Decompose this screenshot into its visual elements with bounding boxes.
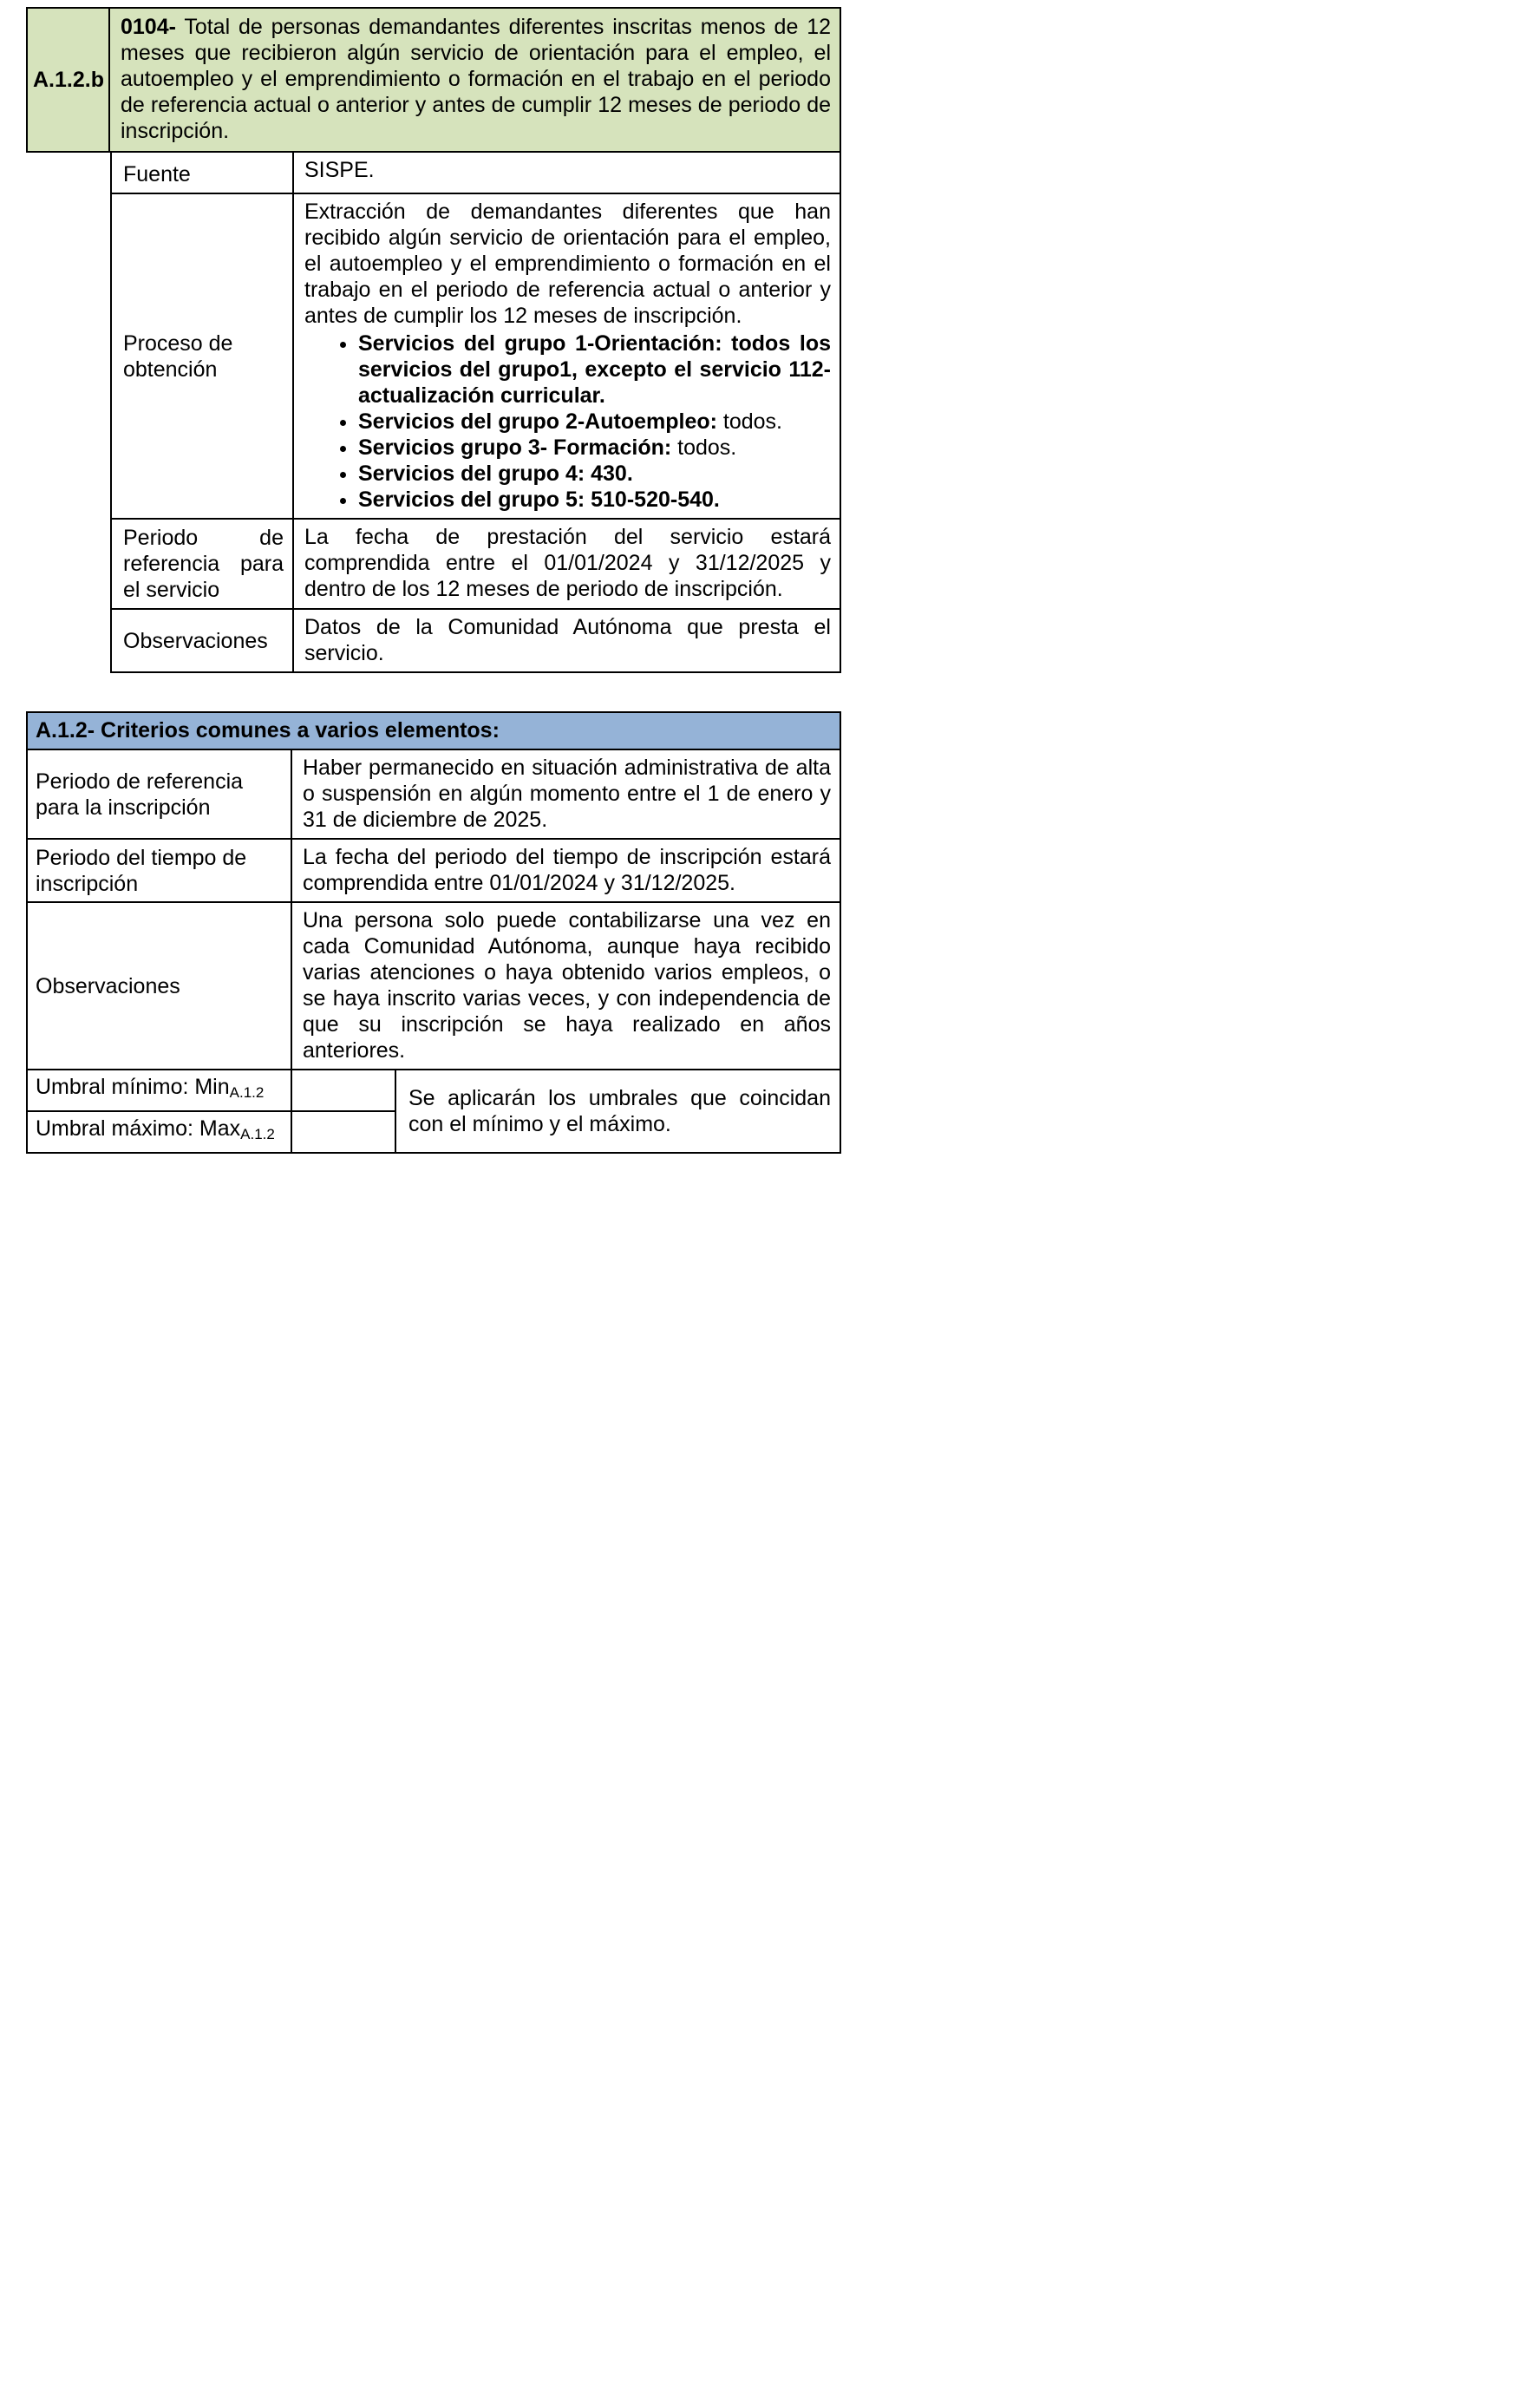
- criteria-row2-label-cell: [28, 840, 292, 901]
- periodo-servicio-value: La fecha de prestación del servicio estará comprendida entre el 01/01/2024 y 31/12/2025 y dentro de los 12 meses de periodo de inscripción.: [304, 525, 831, 601]
- umbral-note-text: Se aplicarán los umbrales que coincidan con el mínimo y el máximo.: [408, 1085, 831, 1136]
- bullet-bold-text: Servicios del grupo 5: 510-520-540.: [358, 487, 720, 512]
- criteria-row3-value: Una persona solo puede contabilizarse una vez en cada Comunidad Autónoma, aunque haya recibido varias atenciones o haya obtenido varios empleos, o se haya inscrito varias veces, y con independencia de que su inscripción se haya realizado en años anteriores.: [303, 908, 831, 1063]
- bullet-item-grupo-4: [358, 461, 831, 487]
- indicator-id-cell: [26, 7, 110, 153]
- common-criteria-table: [26, 711, 841, 1154]
- row-observaciones-indicator: [112, 608, 840, 671]
- row-proceso-obtencion: [112, 193, 840, 518]
- criteria-row2-value: La fecha del periodo del tiempo de inscripción estará comprendida entre 01/01/2024 y 31/12/2025.: [303, 845, 831, 895]
- umbral-min-subscript: A.1.2: [229, 1084, 265, 1101]
- bullet-item-grupo-2: [358, 409, 831, 435]
- observaciones-label-cell: [112, 610, 294, 671]
- indicator-description: Total de personas demandantes diferentes inscritas menos de 12 meses que recibieron algún servicio de orientación para el empleo, el autoempleo y el emprendimiento o formación en el trabajo en el periodo de referencia actual o anterior y antes de cumplir 12 meses de periodo de inscripción.: [121, 15, 831, 143]
- umbral-max-label: [36, 1116, 275, 1148]
- umbral-min-text: Umbral mínimo: Min: [36, 1075, 230, 1099]
- bullet-normal-text: todos.: [716, 409, 783, 434]
- proceso-label-cell: [112, 194, 294, 518]
- criteria-row3-value-cell: [292, 903, 840, 1069]
- periodo-servicio-label-cell: [112, 520, 294, 608]
- row-observaciones-criteria: [28, 903, 840, 1070]
- bullet-normal-text: todos.: [671, 435, 737, 460]
- umbral-min-empty-cell: [292, 1070, 396, 1112]
- criteria-row3-label: Observaciones: [36, 973, 180, 998]
- observaciones-label: Observaciones: [123, 628, 268, 653]
- indicator-code: 0104-: [121, 15, 176, 39]
- criteria-row1-value: Haber permanecido en situación administrativa de alta o suspensión en algún momento entre el 1 de enero y 31 de diciembre de 2025.: [303, 756, 831, 832]
- row-periodo-referencia-inscripcion: [28, 750, 840, 840]
- row-fuente: [112, 153, 840, 193]
- criteria-row2-label: Periodo del tiempo de inscripción: [36, 845, 247, 896]
- proceso-label: Proceso de obtención: [123, 330, 233, 382]
- bullet-bold-text: Servicios del grupo 4: 430.: [358, 461, 633, 486]
- indicator-description-cell: [110, 7, 841, 153]
- bullet-bold-text: Servicios del grupo 1-Orientación: todos los servicios del grupo1, excepto el servicio 112- actualización curricular.: [358, 331, 831, 408]
- observaciones-value-cell: [294, 610, 840, 671]
- criteria-row3-label-cell: [28, 903, 292, 1069]
- fuente-label: Fuente: [123, 162, 191, 186]
- umbral-min-label-cell: [28, 1070, 292, 1112]
- criteria-header-cell: [28, 713, 840, 750]
- fuente-label-cell: [112, 153, 294, 193]
- periodo-servicio-label: Periodo de referencia para el servicio: [123, 526, 284, 602]
- umbral-max-subscript: A.1.2: [240, 1126, 275, 1142]
- bullet-bold-text: Servicios del grupo 2-Autoempleo:: [358, 409, 717, 434]
- fuente-value: SISPE.: [304, 158, 375, 182]
- service-group-bullet-list: [304, 330, 831, 513]
- bullet-item-grupo-5: [358, 487, 831, 513]
- indicator-id: A.1.2.b: [33, 68, 104, 92]
- umbral-min-label: [36, 1074, 264, 1106]
- proceso-value-cell: [294, 194, 840, 518]
- criteria-row1-value-cell: [292, 750, 840, 838]
- umbral-section: [28, 1070, 840, 1152]
- indicator-detail-table: [110, 153, 841, 673]
- umbral-max-empty-cell: [292, 1112, 396, 1152]
- criteria-row1-label: Periodo de referencia para la inscripción: [36, 769, 244, 820]
- row-periodo-tiempo-inscripcion: [28, 840, 840, 903]
- indicator-table: [26, 7, 841, 673]
- umbral-max-label-cell: [28, 1112, 292, 1152]
- row-periodo-referencia-servicio: [112, 518, 840, 608]
- periodo-servicio-value-cell: [294, 520, 840, 608]
- bullet-item-grupo-1: [358, 330, 831, 409]
- fuente-value-cell: [294, 153, 840, 193]
- proceso-intro: Extracción de demandantes diferentes que han recibido algún servicio de orientación para el empleo, el autoempleo y el emprendimiento o formación en el trabajo en el periodo de referencia actual o anterior y antes de cumplir los 12 meses de inscripción.: [304, 200, 831, 328]
- indicator-header-row: [26, 7, 841, 153]
- criteria-row2-value-cell: [292, 840, 840, 901]
- criteria-row1-label-cell: [28, 750, 292, 838]
- umbral-max-text: Umbral máximo: Max: [36, 1116, 241, 1141]
- bullet-item-grupo-3: [358, 435, 831, 461]
- observaciones-value: Datos de la Comunidad Autónoma que presta el servicio.: [304, 615, 831, 665]
- umbral-note-cell: [396, 1070, 840, 1152]
- criteria-header-text: A.1.2- Criterios comunes a varios elementos:: [36, 718, 500, 743]
- bullet-bold-text: Servicios grupo 3- Formación:: [358, 435, 672, 460]
